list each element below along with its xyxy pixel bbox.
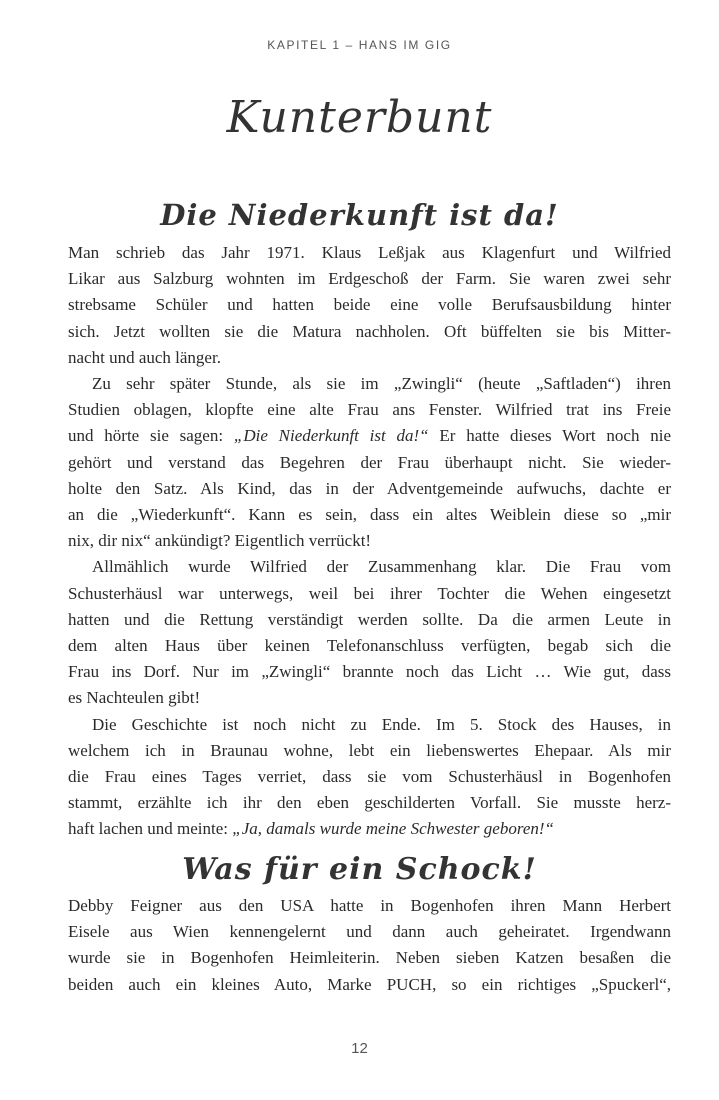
section-title-1: Die Niederkunft ist da! <box>160 198 559 232</box>
quote-italic: „Ja, damals wurde meine Schwester geboren!“ <box>232 819 554 839</box>
text-line <box>68 423 671 449</box>
text-line: nacht und auch länger. <box>68 347 221 367</box>
paragraph-3 <box>68 554 671 711</box>
text-line: hatten und die Rettung verständigt werden sollte. Da die armen Leute in <box>68 609 671 629</box>
section-1-body <box>68 240 671 843</box>
text-line: sich. Jetzt wollten sie die Matura nachholen. Oft büffelten sie bis Mitter- <box>68 321 671 341</box>
text-run: haft lachen und meinte: <box>68 819 233 839</box>
text-line: an die „Wiederkunft“. Kann es sein, dass ein altes Weiblein diese so „mir <box>68 505 671 525</box>
chapter-title: Kunterbunt <box>226 92 493 143</box>
text-line: Schusterhäusl war unterwegs, weil bei ihrer Tochter die Wehen eingesetzt <box>68 583 671 603</box>
text-line: dem alten Haus über keinen Telefonanschluss verfügten, begab sich die <box>68 636 671 656</box>
page-number: 12 <box>351 1040 368 1057</box>
text-line: strebsame Schüler und hatten beide eine volle Berufsausbildung hinter <box>68 295 671 315</box>
section-title-2: Was für ein Schock! <box>182 852 537 887</box>
paragraph-2 <box>68 371 671 554</box>
text-line: beiden auch ein kleines Auto, Marke PUCH, so ein richtiges „Spuckerl“, <box>68 974 671 994</box>
text-line: Likar aus Salzburg wohnten im Erdgeschoß der Farm. Sie waren zwei sehr <box>68 269 671 289</box>
text-line: welchem ich in Braunau wohne, lebt ein liebenswertes Ehepaar. Als mir <box>68 740 671 760</box>
paragraph-4 <box>68 712 671 843</box>
text-line: Allmählich wurde Wilfried der Zusammenhang klar. Die Frau vom <box>92 557 671 577</box>
text-line <box>68 816 671 842</box>
paragraph-1 <box>68 240 671 371</box>
text-line: Debby Feigner aus den USA hatte in Bogenhofen ihren Mann Herbert <box>68 896 671 915</box>
text-line: die Frau eines Tages verriet, dass sie vom Schusterhäusl in Bogenhofen <box>68 767 671 787</box>
text-line: nix, dir nix“ ankündigt? Eigentlich verrückt! <box>68 531 372 551</box>
text-line: Eisele aus Wien kennengelernt und dann auch geheiratet. Irgendwann <box>68 922 671 942</box>
text-line: gehört und verstand das Begehren der Frau überhaupt nicht. Sie wieder- <box>68 452 671 472</box>
text-line: Man schrieb das Jahr 1971. Klaus Leßjak aus Klagenfurt und Wilfried <box>68 243 671 262</box>
text-line: Die Geschichte ist noch nicht zu Ende. Im 5. Stock des Hauses, in <box>92 714 671 734</box>
paragraph-5 <box>68 893 671 998</box>
section-2-body <box>68 893 671 998</box>
text-run: Er hatte dieses Wort noch nie <box>428 426 672 446</box>
text-line: Frau ins Dorf. Nur im „Zwingli“ brannte noch das Licht … Wie gut, dass <box>68 662 671 682</box>
text-line: es Nachteulen gibt! <box>68 688 201 708</box>
running-head: KAPITEL 1 – HANS IM GIG <box>267 38 452 52</box>
text-line: wurde sie in Bogenhofen Heimleiterin. Neben sieben Katzen besaßen die <box>68 948 671 968</box>
text-line: stammt, erzählte ich ihr den eben geschilderten Vorfall. Sie musste herz- <box>68 793 671 813</box>
text-line: Studien oblagen, klopfte eine alte Frau ans Fenster. Wilfried trat ins Freie <box>68 400 671 420</box>
text-line: holte den Satz. Als Kind, das in der Adventgemeinde aufwuchs, dachte er <box>68 478 671 498</box>
quote-italic: „Die Niederkunft ist da!“ <box>233 426 429 446</box>
text-run: und hörte sie sagen: <box>68 426 234 446</box>
text-line: Zu sehr später Stunde, als sie im „Zwingli“ (heute „Saftladen“) ihren <box>92 374 671 394</box>
